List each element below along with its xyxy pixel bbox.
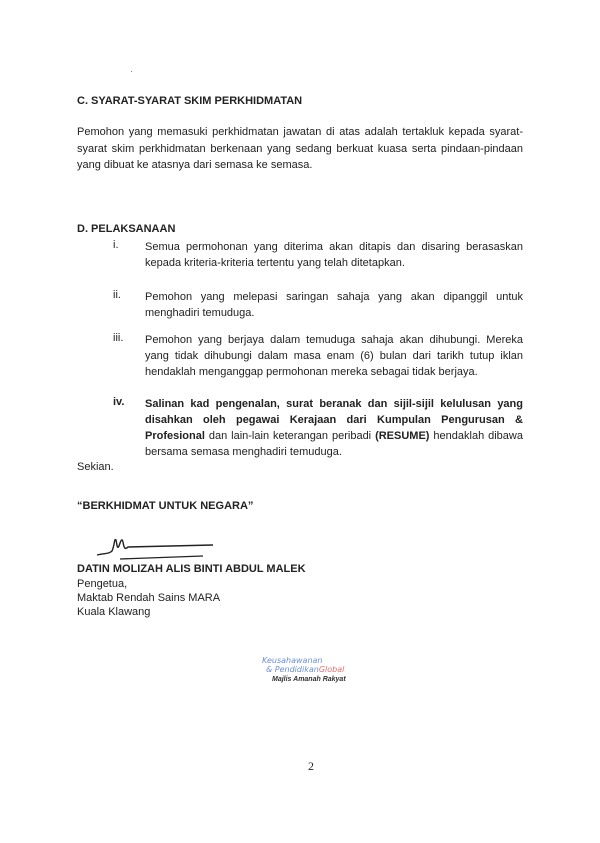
item-bold-text: (RESUME) [375, 430, 430, 442]
signatory-title: Pengetua, [77, 578, 128, 590]
signatory-place: Kuala Klawang [77, 606, 151, 618]
item-number: iv. [113, 396, 125, 408]
list-item: Semua permohonan yang diterima akan ditapis dan disaring berasaskan kepada kriteria-kriteria tertentu yang telah ditetapkan. [145, 241, 523, 269]
section-d-heading: D. PELAKSANAAN [77, 223, 176, 235]
item-number: ii. [113, 289, 121, 301]
page-number: 2 [308, 759, 314, 773]
logo-line2: & Pendidikan [266, 665, 319, 674]
item-number: iii. [113, 332, 124, 344]
item-text: hendaklah dibawa bersama semasa menghadiri temuduga. [145, 430, 523, 458]
logo-tagline: Majlis Amanah Rakyat [272, 676, 346, 683]
list-item: Pemohon yang melepasi saringan sahaja yang akan dipanggil untuk menghadiri temuduga. [145, 291, 523, 319]
item-number: i. [113, 239, 119, 251]
list-item: Pemohon yang berjaya dalam temuduga sahaja akan dihubungi. Mereka yang tidak dihubungi dalam masa enam (6) bulan dari tarikh tutup iklan hendaklah menganggap permohonan mereka sebagai tidak berjaya. [145, 334, 523, 378]
item-text: dan lain-lain keterangan peribadi [204, 430, 376, 442]
logo-line1: Keusahawanan [262, 656, 323, 665]
section-c-heading: C. SYARAT-SYARAT SKIM PERKHIDMATAN [77, 95, 303, 107]
signature [95, 532, 220, 562]
logo-global: Global [318, 665, 345, 674]
list-item [145, 396, 523, 460]
section-c-body: Pemohon yang memasuki perkhidmatan jawatan di atas adalah tertakluk kepada syarat-syarat skim perkhidmatan berkenaan yang sedang berkuat kuasa serta pindaan-pindaan yang dibuat ke atasnya dari semasa ke semasa. [77, 126, 523, 171]
motto: “BERKHIDMAT UNTUK NEGARA” [77, 500, 254, 512]
stray-dot [131, 71, 132, 72]
signatory-org: Maktab Rendah Sains MARA [77, 592, 221, 604]
item-bold-text: Salinan kad pengenalan, surat beranak dan sijil-sijil kelulusan yang disahkan oleh pegawai Kerajaan dari Kumpulan Pengurusan & Profesional [145, 398, 523, 442]
signatory-name: DATIN MOLIZAH ALIS BINTI ABDUL MALEK [77, 563, 306, 575]
closing: Sekian. [77, 461, 114, 473]
logo [262, 656, 372, 683]
